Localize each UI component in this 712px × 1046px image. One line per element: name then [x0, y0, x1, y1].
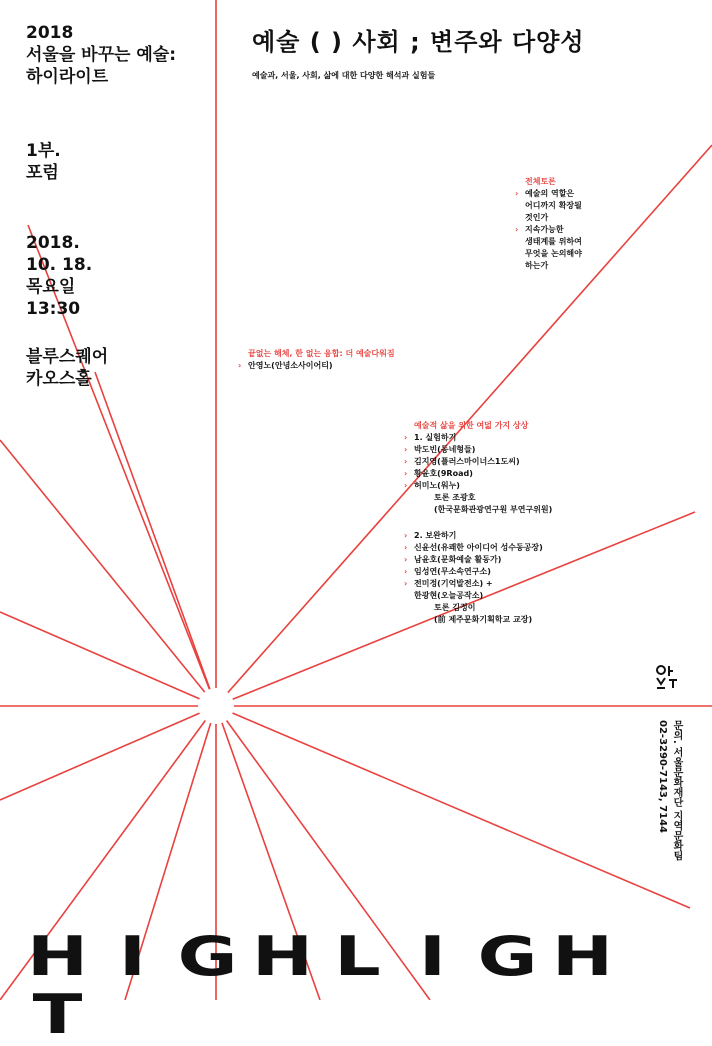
chevron-right-icon: ›	[515, 189, 519, 198]
event-year: 2018	[26, 23, 74, 43]
wordmark-letter: T	[32, 983, 83, 1046]
ray	[95, 372, 216, 706]
speaker: 황윤호(9Road)	[414, 469, 473, 478]
page-subtitle: 예술과, 서울, 사회, 삶에 대한 다양한 해석과 실험들	[252, 71, 436, 80]
part-label: 1부.	[26, 141, 61, 161]
series-title: 서울을 바꾸는 예술:	[26, 45, 177, 65]
speaker: 박도빈(동네형들)	[414, 445, 476, 454]
group-title: 1. 실험하기	[414, 433, 457, 442]
session2-block	[404, 420, 552, 626]
ray	[0, 706, 216, 800]
date-line2: 10. 18.	[26, 255, 93, 275]
session1-heading: 끝없는 해체, 한 없는 융합: 더 예술다워짐	[248, 349, 395, 358]
burst-center	[198, 688, 234, 724]
chevron-right-icon: ›	[404, 531, 408, 540]
wordmark-letter: H	[551, 925, 614, 988]
discussant: 토론 김정이	[434, 603, 476, 612]
list-item: 어디까지 확장될	[525, 201, 582, 210]
ray	[0, 440, 216, 706]
list-item: 생태계를 위하여	[525, 237, 582, 246]
chevron-right-icon: ›	[404, 579, 408, 588]
speaker: 전미정(기억발전소) +	[414, 579, 493, 588]
contact-line1: 문의. 서울문화재단 지역문화팀	[671, 720, 682, 861]
speaker: 김지영(플러스마이너스1도씨)	[414, 457, 520, 466]
wordmark-letter: G	[177, 925, 238, 988]
discussion-block	[515, 176, 582, 272]
chevron-right-icon: ›	[238, 361, 242, 370]
wordmark-letter: L	[334, 925, 381, 988]
chevron-right-icon: ›	[404, 469, 408, 478]
event-title-block	[26, 22, 176, 88]
speaker: 안영노(안녕소사이어티)	[248, 361, 333, 370]
speaker: 한광현(오늘공작소)	[414, 591, 484, 600]
list-item: 것인가	[525, 213, 549, 222]
discussion-heading: 전체토론	[525, 177, 556, 186]
venue-line1: 블루스퀘어	[26, 347, 109, 367]
chevron-right-icon: ›	[404, 555, 408, 564]
list-item: 하는가	[525, 261, 549, 270]
part-type: 포럼	[26, 163, 59, 183]
speaker: 남윤호(문화예술 활동가)	[414, 555, 502, 564]
page-title: 예술 ( ) 사회 ; 변주와 다양성	[252, 28, 585, 56]
chevron-right-icon: ›	[404, 567, 408, 576]
discussant-org: (한국문화관광연구원 부연구위원)	[434, 505, 553, 514]
session1-block	[238, 348, 395, 372]
list-item: 지속가능한	[525, 225, 564, 234]
wordmark-letter: G	[477, 925, 538, 988]
chevron-right-icon: ›	[404, 433, 408, 442]
ray	[216, 706, 690, 908]
list-item: 무엇을 논의해야	[525, 249, 582, 258]
group-title: 2. 보완하기	[414, 531, 457, 540]
date-line1: 2018.	[26, 233, 80, 253]
speaker: 임성연(무소속연구소)	[414, 567, 491, 576]
weekday: 목요일	[26, 277, 76, 297]
session2-heading: 예술적 삶을 위한 여덟 가지 상상	[414, 421, 529, 430]
discussant: 토론 조광호	[434, 493, 476, 502]
date-block	[26, 232, 92, 320]
speaker: 허미노(워누)	[414, 481, 460, 490]
wordmark-letter: I	[418, 925, 447, 988]
chevron-right-icon: ›	[404, 457, 408, 466]
time: 13:30	[26, 299, 81, 319]
part-block	[26, 140, 61, 184]
chevron-right-icon: ›	[404, 543, 408, 552]
discussant-org: (前 제주문화기획학교 교장)	[434, 615, 533, 624]
foundation-logo	[652, 662, 682, 692]
wordmark-letter: H	[26, 925, 89, 988]
contact-line2: 02-3290-7143, 7144	[657, 720, 668, 833]
wordmark-letter: I	[118, 925, 147, 988]
highlight-wordmark	[20, 925, 692, 1046]
chevron-right-icon: ›	[404, 445, 408, 454]
series-subtitle: 하이라이트	[26, 67, 109, 87]
contact-info	[655, 720, 683, 861]
speaker: 신윤선(유쾌한 아이디어 성수동공장)	[414, 543, 543, 552]
chevron-right-icon: ›	[515, 225, 519, 234]
chevron-right-icon: ›	[404, 481, 408, 490]
venue-block	[26, 346, 108, 390]
venue-line2: 카오스홀	[26, 369, 92, 389]
list-item: 예술의 역할은	[525, 189, 575, 198]
ray	[0, 612, 216, 706]
wordmark-letter: H	[251, 925, 314, 988]
